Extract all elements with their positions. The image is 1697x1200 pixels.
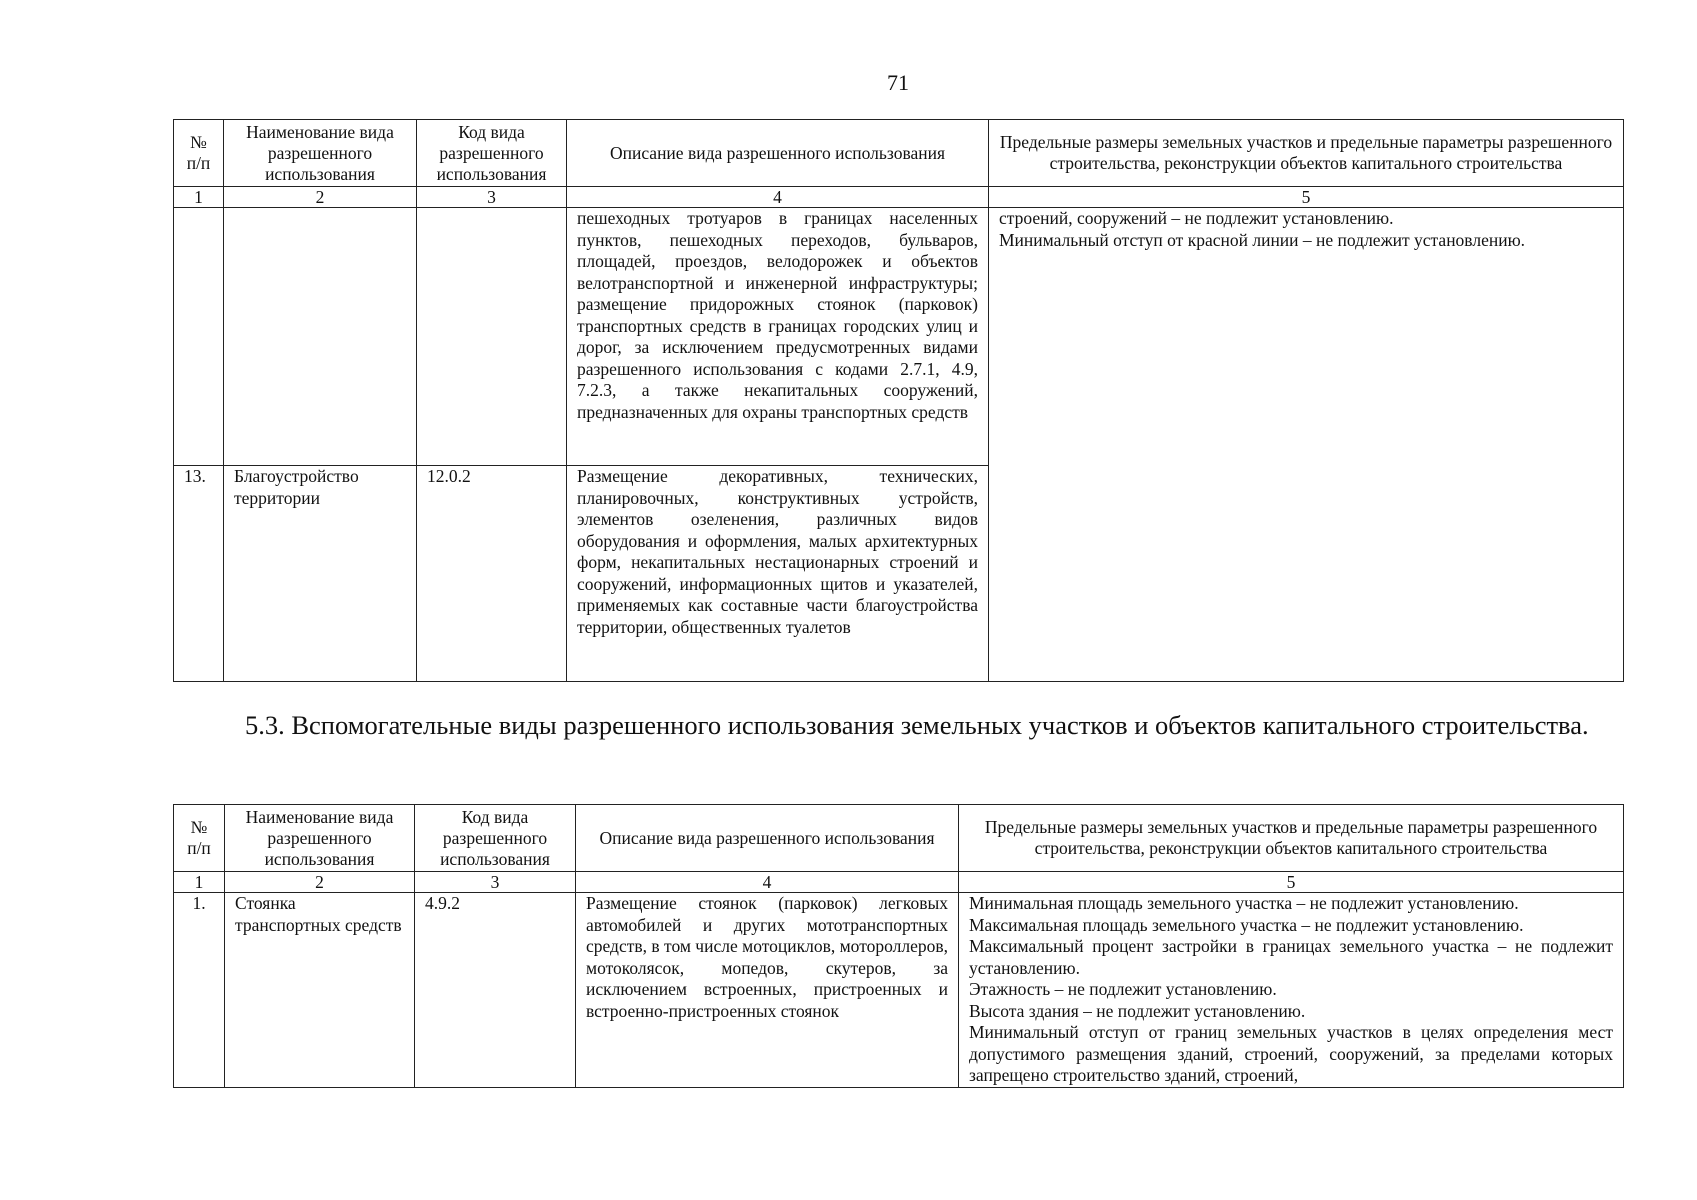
permitted-use-table-main (173, 119, 1624, 682)
param-line: строений, сооружений – не подлежит установлению. (999, 208, 1394, 228)
table-row (174, 208, 1624, 466)
table-header-row (174, 805, 1624, 872)
header-code: Код вида разрешенного использования (415, 805, 576, 872)
row-name: Стоянка транспортных средств (225, 893, 415, 1088)
section-heading (173, 710, 1623, 741)
table-row (174, 893, 1624, 1088)
page-number: 71 (887, 70, 909, 95)
row-name: Благоустройство территории (224, 466, 417, 682)
column-number-row (174, 187, 1624, 208)
param-line: Высота здания – не подлежит установлению. (969, 1000, 1306, 1021)
column-number: 2 (224, 187, 417, 208)
header-number: № п/п (174, 120, 224, 187)
header-code: Код вида разрешенного использования (417, 120, 567, 187)
column-number: 4 (567, 187, 989, 208)
row-params (959, 893, 1624, 1088)
row-description: пешеходных тротуаров в границах населенных пунктов, пешеходных переходов, бульваров, площадей, проездов, велодорожек и объектов велотранспортной и инженерной инфраструктуры; размещение придорожных стоянок (парковок) транспортных средств в границах городских улиц и дорог, за исключением предусмотренных видами разрешенного использования с кодами 2.7.1, 4.9, 7.2.3, а также некапитальных сооружений, предназначенных для охраны транспортных средств (567, 208, 989, 466)
param-line: Минимальная площадь земельного участка – не подлежит установлению. (969, 893, 1519, 913)
column-number: 1 (174, 872, 225, 893)
column-number-row (174, 872, 1624, 893)
column-number: 5 (989, 187, 1624, 208)
param-line: Максимальный процент застройки в границах земельного участка – не подлежит установлению. (969, 936, 1613, 978)
column-number: 3 (417, 187, 567, 208)
param-line: Максимальная площадь земельного участка – не подлежит установлению. (969, 914, 1524, 935)
header-name: Наименование вида разрешенного использования (225, 805, 415, 872)
param-line: Этажность – не подлежит установлению. (969, 979, 1277, 999)
row-description: Размещение декоративных, технических, планировочных, конструктивных устройств, элементов озеленения, различных видов оборудования и оформления, малых архитектурных форм, некапитальных нестационарных строений и сооружений, информационных щитов и указателей, применяемых как составные части благоустройства территории, общественных туалетов (567, 466, 989, 682)
column-number: 2 (225, 872, 415, 893)
row-code-cell (417, 208, 567, 466)
row-number: 1. (174, 893, 225, 1088)
row-params (989, 208, 1624, 682)
header-description: Описание вида разрешенного использования (567, 120, 989, 187)
header-params: Предельные размеры земельных участков и предельные параметры разрешенного строительства, реконструкции объектов капитального строительства (959, 805, 1624, 872)
row-description: Размещение стоянок (парковок) легковых автомобилей и других мототранспортных средств, в том числе мотоциклов, мотороллеров, мотоколясок, мопедов, скутеров, за исключением встроенных, пристроенных и встроенно-пристроенных стоянок (576, 893, 959, 1088)
param-line: Минимальный отступ от красной линии – не подлежит установлению. (999, 229, 1526, 250)
table-header-row (174, 120, 1624, 187)
header-number: № п/п (174, 805, 225, 872)
row-number-cell (174, 208, 224, 466)
header-name: Наименование вида разрешенного использования (224, 120, 417, 187)
auxiliary-use-table (173, 804, 1624, 1088)
row-code: 12.0.2 (417, 466, 567, 682)
column-number: 4 (576, 872, 959, 893)
row-code: 4.9.2 (415, 893, 576, 1088)
row-name-cell (224, 208, 417, 466)
column-number: 5 (959, 872, 1624, 893)
row-number: 13. (174, 466, 224, 682)
section-heading-text: 5.3. Вспомогательные виды разрешенного использования земельных участков и объектов капитального строительства. (245, 710, 1589, 740)
column-number: 3 (415, 872, 576, 893)
param-line: Минимальный отступ от границ земельных участков в целях определения мест допустимого размещения зданий, строений, сооружений, за пределами которых запрещено строительство зданий, строений, (969, 1022, 1613, 1085)
header-description: Описание вида разрешенного использования (576, 805, 959, 872)
column-number: 1 (174, 187, 224, 208)
header-params: Предельные размеры земельных участков и предельные параметры разрешенного строительства, реконструкции объектов капитального строительства (989, 120, 1624, 187)
